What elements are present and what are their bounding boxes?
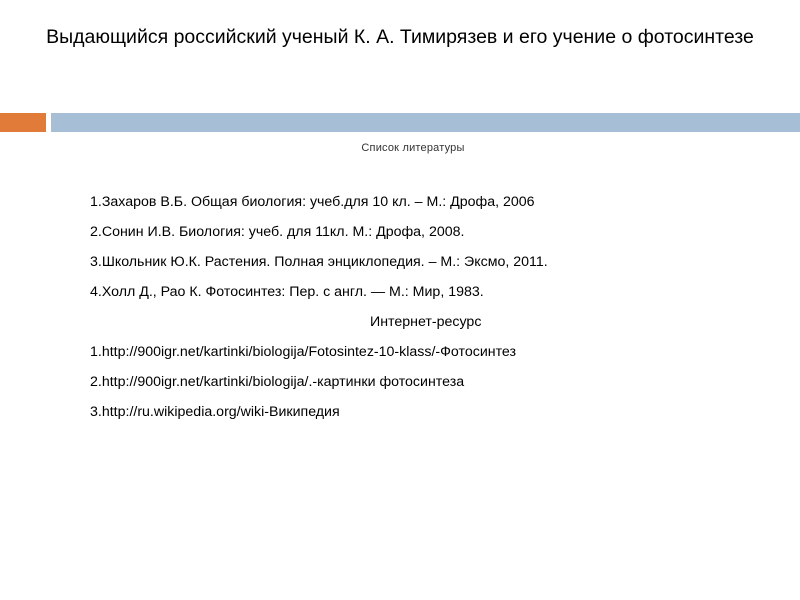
internet-item-1: 1.http://900igr.net/kartinki/biologija/Fotosintez-10-klass/-Фотосинтез [90,344,517,360]
literature-item-2: 2.Сонин И.В. Биология: учеб. для 11кл. М.: Дрофа, 2008. [90,224,465,240]
literature-item-3: 3.Школьник Ю.К. Растения. Полная энциклопедия. – М.: Эксмо, 2011. [90,254,548,270]
literature-item-4: 4.Холл Д., Рао К. Фотосинтез: Пер. с англ. — М.: Мир, 1983. [90,284,484,300]
slide-subtitle: Список литературы [361,142,465,154]
slide-title: Выдающийся российский ученый К. А. Тимирязев и его учение о фотосинтезе [46,26,754,48]
literature-item-1: 1.Захаров В.Б. Общая биология: учеб.для 10 кл. – М.: Дрофа, 2006 [90,194,535,210]
accent-bar-orange [0,113,46,132]
accent-bar-blue [51,113,800,132]
internet-item-2: 2.http://900igr.net/kartinki/biologija/.-картинки фотосинтеза [90,374,465,390]
internet-item-3: 3.http://ru.wikipedia.org/wiki-Википедия [90,404,340,420]
references-list [90,193,780,433]
internet-resources-heading: Интернет-ресурс [370,314,482,330]
